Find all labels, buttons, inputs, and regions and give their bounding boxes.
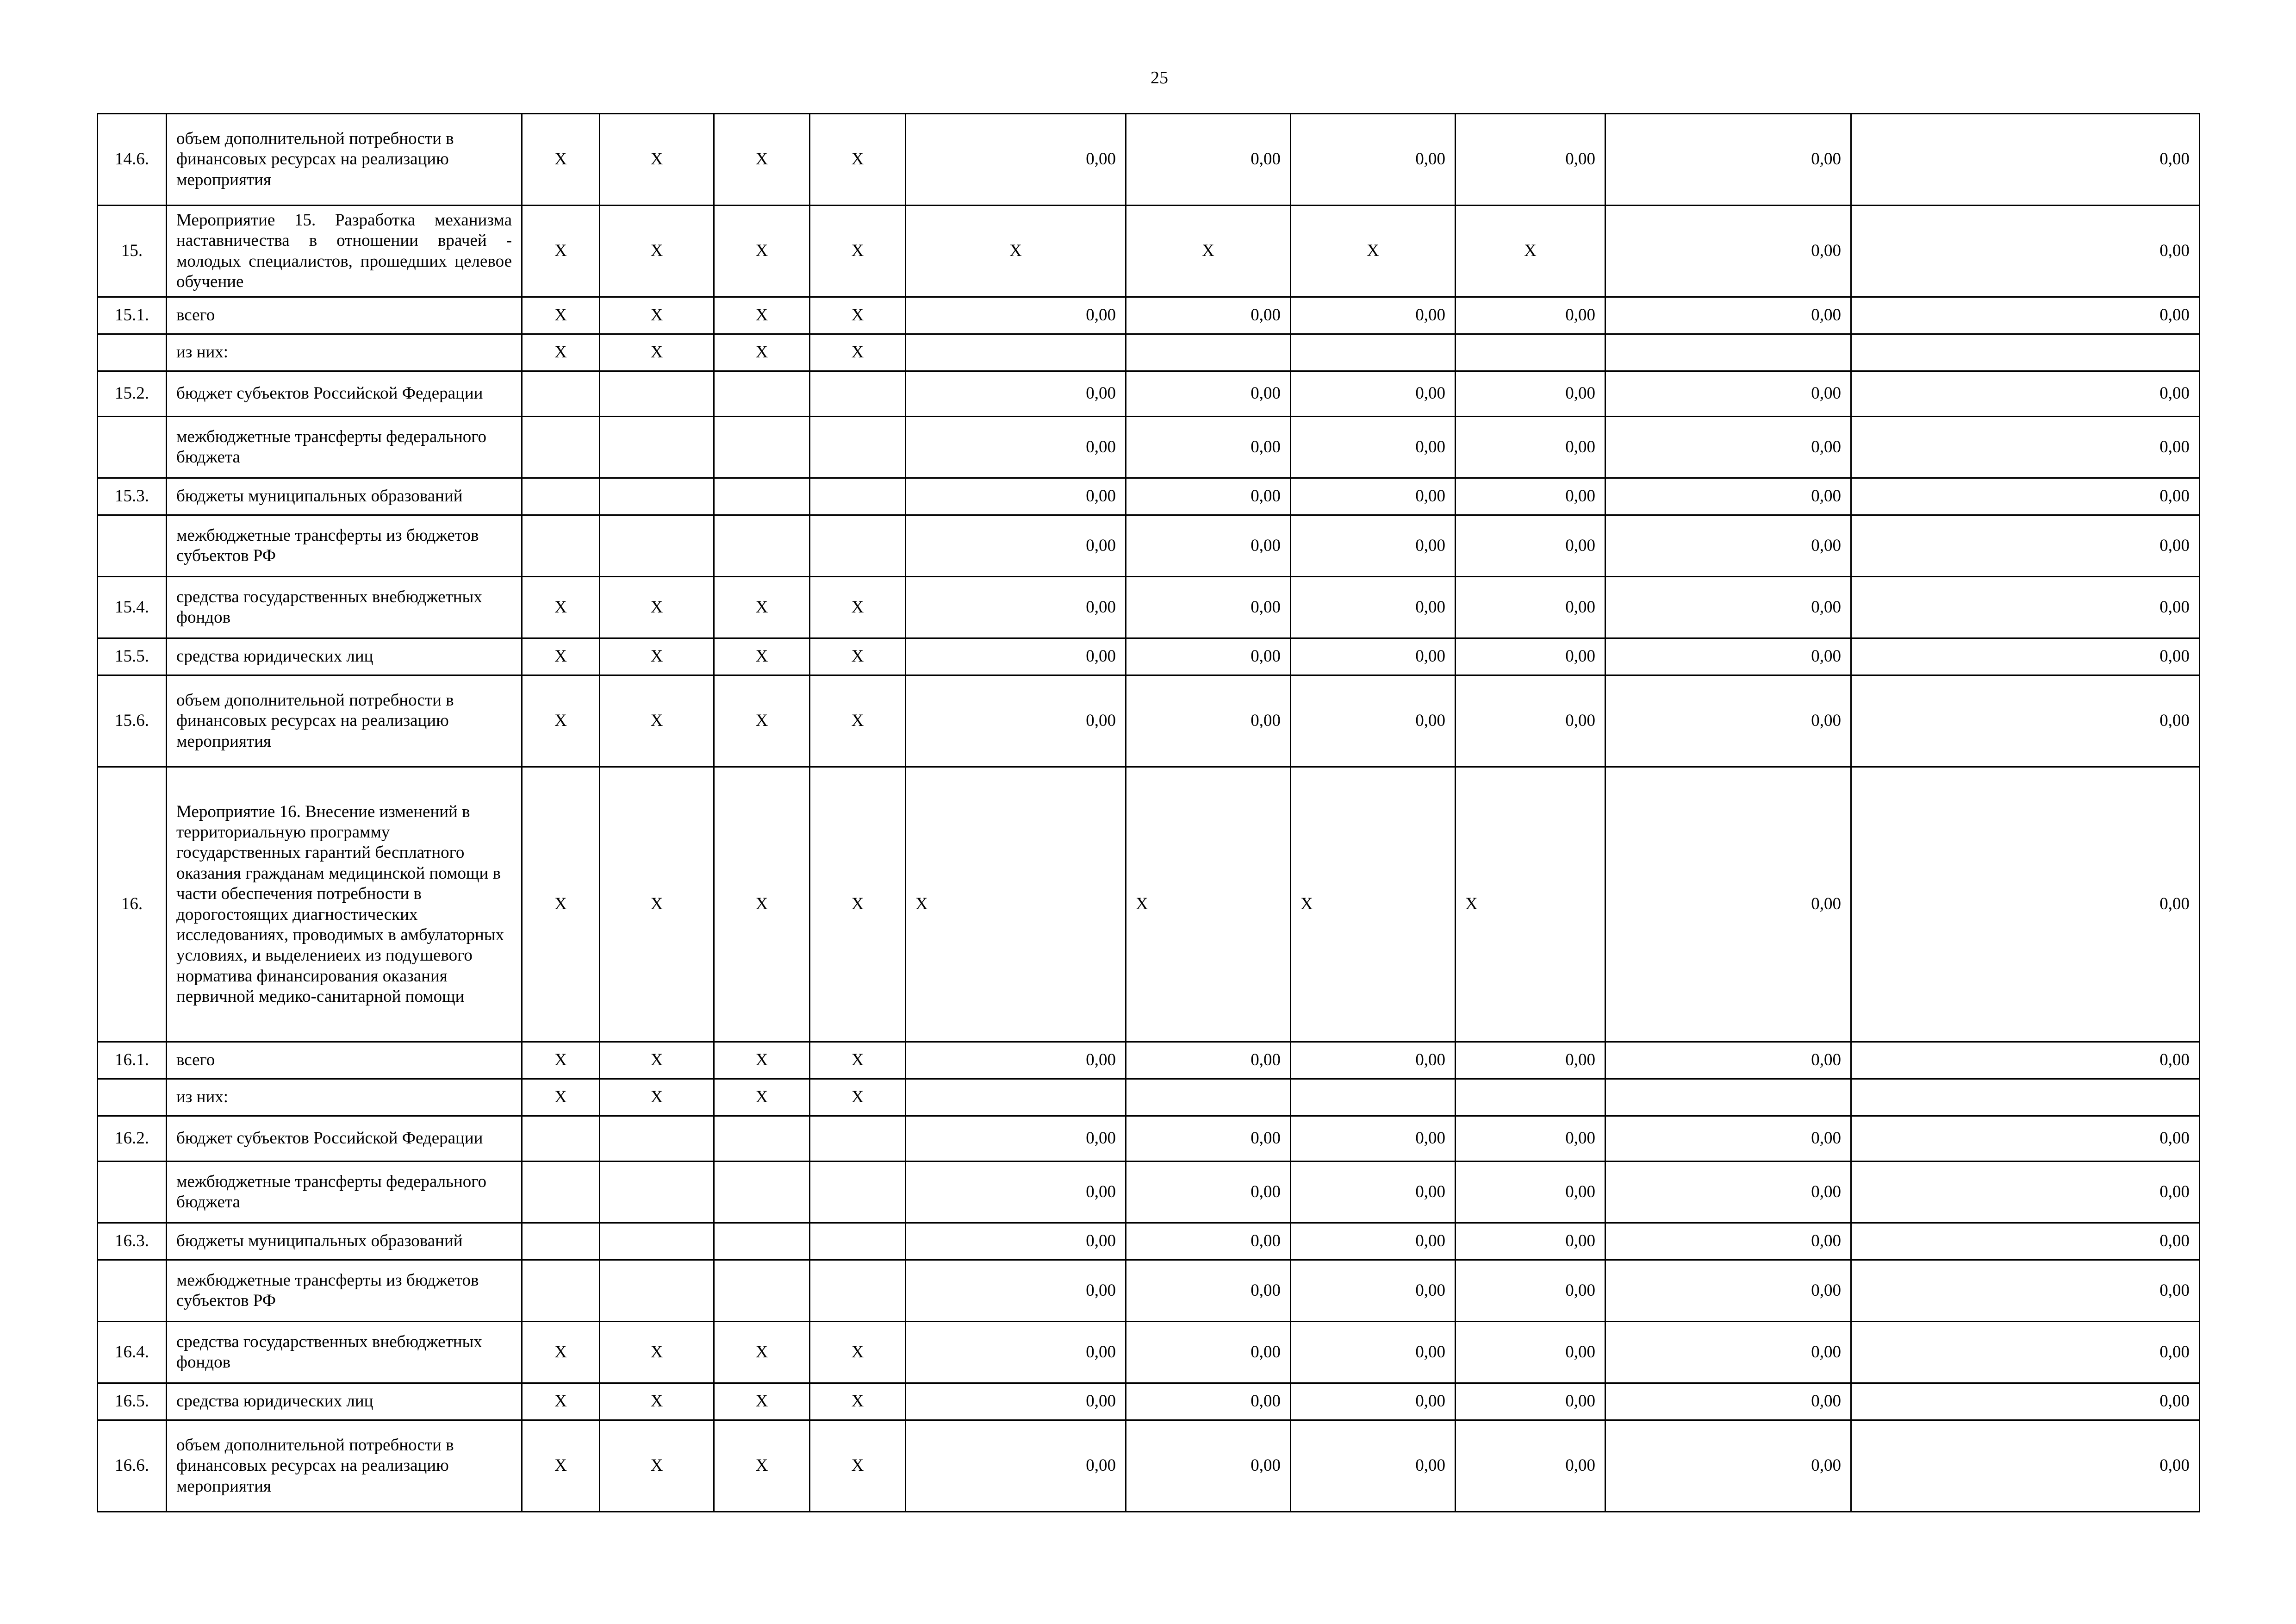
x-mark-cell: X <box>810 297 906 334</box>
row-description: средства государственных внебюджетных фондов <box>167 577 522 638</box>
x-mark-cell: X <box>714 1420 810 1512</box>
value-cell: X <box>1456 767 1605 1042</box>
value-cell: 0,00 <box>1291 1162 1456 1223</box>
value-cell: 0,00 <box>906 1420 1126 1512</box>
value-cell: 0,00 <box>906 297 1126 334</box>
x-mark-cell: X <box>714 114 810 206</box>
value-cell: 0,00 <box>1126 515 1291 577</box>
x-mark-cell: X <box>600 1042 714 1079</box>
value-cell: 0,00 <box>1851 206 2200 297</box>
row-number: 14.6. <box>98 114 167 206</box>
value-cell: 0,00 <box>1605 1383 1851 1420</box>
x-mark-cell <box>714 515 810 577</box>
x-mark-cell <box>522 515 600 577</box>
value-cell: 0,00 <box>1456 675 1605 767</box>
x-mark-cell: X <box>714 675 810 767</box>
table-row <box>98 417 2200 478</box>
x-mark-cell: X <box>522 206 600 297</box>
table-row <box>98 1223 2200 1260</box>
row-number: 16.6. <box>98 1420 167 1512</box>
x-mark-cell <box>714 1116 810 1162</box>
x-mark-cell <box>600 1223 714 1260</box>
value-cell: X <box>1126 767 1291 1042</box>
value-cell: 0,00 <box>1126 417 1291 478</box>
value-cell <box>906 1079 1126 1116</box>
value-cell: 0,00 <box>1456 371 1605 417</box>
value-cell: 0,00 <box>1605 675 1851 767</box>
x-mark-cell <box>810 515 906 577</box>
x-mark-cell: X <box>714 1383 810 1420</box>
x-mark-cell: X <box>600 638 714 675</box>
table-row <box>98 371 2200 417</box>
table-row <box>98 638 2200 675</box>
x-mark-cell: X <box>522 1383 600 1420</box>
value-cell: X <box>906 767 1126 1042</box>
row-description: бюджет субъектов Российской Федерации <box>167 1116 522 1162</box>
value-cell: 0,00 <box>1291 577 1456 638</box>
x-mark-cell: X <box>714 767 810 1042</box>
x-mark-cell: X <box>810 1420 906 1512</box>
value-cell: 0,00 <box>1456 1116 1605 1162</box>
value-cell: 0,00 <box>1851 1223 2200 1260</box>
value-cell: 0,00 <box>1126 114 1291 206</box>
row-description: средства государственных внебюджетных фондов <box>167 1322 522 1383</box>
x-mark-cell <box>810 1260 906 1322</box>
value-cell: 0,00 <box>1851 515 2200 577</box>
row-number <box>98 1079 167 1116</box>
value-cell: 0,00 <box>1605 515 1851 577</box>
x-mark-cell: X <box>600 206 714 297</box>
value-cell: 0,00 <box>1291 1116 1456 1162</box>
table-row <box>98 515 2200 577</box>
value-cell: 0,00 <box>906 1116 1126 1162</box>
row-number <box>98 515 167 577</box>
x-mark-cell <box>714 478 810 515</box>
x-mark-cell <box>600 371 714 417</box>
value-cell: 0,00 <box>1456 1162 1605 1223</box>
x-mark-cell: X <box>810 638 906 675</box>
x-mark-cell <box>522 1223 600 1260</box>
value-cell: 0,00 <box>906 417 1126 478</box>
table-row <box>98 1116 2200 1162</box>
value-cell: 0,00 <box>906 478 1126 515</box>
value-cell: 0,00 <box>1126 1116 1291 1162</box>
value-cell: 0,00 <box>906 1383 1126 1420</box>
x-mark-cell <box>600 478 714 515</box>
value-cell: 0,00 <box>906 638 1126 675</box>
table-row <box>98 206 2200 297</box>
x-mark-cell <box>810 478 906 515</box>
x-mark-cell: X <box>522 767 600 1042</box>
value-cell: 0,00 <box>1291 417 1456 478</box>
x-mark-cell <box>810 1116 906 1162</box>
value-cell: X <box>1126 206 1291 297</box>
x-mark-cell: X <box>522 1322 600 1383</box>
value-cell: 0,00 <box>1851 478 2200 515</box>
x-mark-cell: X <box>810 1383 906 1420</box>
value-cell: 0,00 <box>1126 1420 1291 1512</box>
x-mark-cell: X <box>810 206 906 297</box>
x-mark-cell: X <box>714 638 810 675</box>
table-row <box>98 1162 2200 1223</box>
value-cell: 0,00 <box>1291 675 1456 767</box>
value-cell <box>1291 334 1456 371</box>
table-row <box>98 478 2200 515</box>
x-mark-cell: X <box>714 297 810 334</box>
x-mark-cell: X <box>714 206 810 297</box>
row-number: 15.1. <box>98 297 167 334</box>
table-row <box>98 1420 2200 1512</box>
row-number: 15.3. <box>98 478 167 515</box>
row-description: бюджеты муниципальных образований <box>167 478 522 515</box>
table-row <box>98 577 2200 638</box>
value-cell: 0,00 <box>1851 1383 2200 1420</box>
row-description: межбюджетные трансферты федерального бюджета <box>167 417 522 478</box>
x-mark-cell: X <box>810 1079 906 1116</box>
row-description: межбюджетные трансферты федерального бюджета <box>167 1162 522 1223</box>
x-mark-cell: X <box>522 577 600 638</box>
value-cell: 0,00 <box>1456 1223 1605 1260</box>
x-mark-cell: X <box>522 638 600 675</box>
value-cell <box>1851 334 2200 371</box>
value-cell <box>906 334 1126 371</box>
value-cell: 0,00 <box>1851 1420 2200 1512</box>
value-cell: 0,00 <box>1456 1042 1605 1079</box>
value-cell: 0,00 <box>1605 371 1851 417</box>
table-row <box>98 1260 2200 1322</box>
row-number <box>98 417 167 478</box>
value-cell: 0,00 <box>1605 114 1851 206</box>
value-cell: 0,00 <box>1456 114 1605 206</box>
row-description: средства юридических лиц <box>167 638 522 675</box>
value-cell: 0,00 <box>906 675 1126 767</box>
value-cell: 0,00 <box>1456 577 1605 638</box>
value-cell: 0,00 <box>906 1322 1126 1383</box>
row-number: 15.5. <box>98 638 167 675</box>
value-cell: 0,00 <box>1851 1116 2200 1162</box>
value-cell: 0,00 <box>1605 478 1851 515</box>
value-cell <box>1456 1079 1605 1116</box>
row-number: 16.1. <box>98 1042 167 1079</box>
table-row <box>98 675 2200 767</box>
value-cell: 0,00 <box>1291 1383 1456 1420</box>
value-cell: 0,00 <box>1605 1162 1851 1223</box>
x-mark-cell <box>522 371 600 417</box>
row-number <box>98 1260 167 1322</box>
x-mark-cell: X <box>600 334 714 371</box>
table-row <box>98 1042 2200 1079</box>
value-cell: 0,00 <box>1291 1322 1456 1383</box>
row-description: из них: <box>167 334 522 371</box>
x-mark-cell <box>600 1260 714 1322</box>
value-cell: 0,00 <box>1605 1116 1851 1162</box>
table-row <box>98 1383 2200 1420</box>
value-cell: 0,00 <box>906 515 1126 577</box>
value-cell: 0,00 <box>1605 767 1851 1042</box>
value-cell: 0,00 <box>1456 1260 1605 1322</box>
value-cell: 0,00 <box>1851 1322 2200 1383</box>
value-cell: 0,00 <box>1605 1260 1851 1322</box>
x-mark-cell: X <box>600 297 714 334</box>
row-number: 15.2. <box>98 371 167 417</box>
value-cell <box>1126 334 1291 371</box>
value-cell: 0,00 <box>1126 297 1291 334</box>
x-mark-cell: X <box>600 1420 714 1512</box>
value-cell: 0,00 <box>1851 767 2200 1042</box>
x-mark-cell: X <box>522 675 600 767</box>
value-cell: X <box>906 206 1126 297</box>
value-cell: 0,00 <box>1851 1042 2200 1079</box>
row-description: Мероприятие 16. Внесение изменений в территориальную программу государственных гарантий бесплатного оказания гражданам медицинской помощи в части обеспечения потребности в дорогостоящих диагностических исследованиях, проводимых в амбулаторных условиях, и выделениеих из подушевого норматива финансирования оказания первичной медико-санитарной помощи <box>167 767 522 1042</box>
row-number: 16.4. <box>98 1322 167 1383</box>
value-cell: 0,00 <box>1851 577 2200 638</box>
x-mark-cell: X <box>810 1322 906 1383</box>
x-mark-cell: X <box>714 334 810 371</box>
value-cell: 0,00 <box>1126 577 1291 638</box>
value-cell: 0,00 <box>1851 371 2200 417</box>
value-cell: 0,00 <box>1126 1260 1291 1322</box>
x-mark-cell: X <box>714 1079 810 1116</box>
value-cell <box>1126 1079 1291 1116</box>
page-number: 25 <box>1151 68 1168 87</box>
value-cell: 0,00 <box>1291 1420 1456 1512</box>
value-cell: 0,00 <box>1126 1162 1291 1223</box>
x-mark-cell <box>714 1223 810 1260</box>
value-cell: 0,00 <box>1291 371 1456 417</box>
value-cell <box>1291 1079 1456 1116</box>
x-mark-cell: X <box>810 334 906 371</box>
value-cell: 0,00 <box>1126 1223 1291 1260</box>
x-mark-cell <box>714 371 810 417</box>
row-number: 16. <box>98 767 167 1042</box>
row-number: 16.5. <box>98 1383 167 1420</box>
table-row <box>98 767 2200 1042</box>
row-number: 16.3. <box>98 1223 167 1260</box>
value-cell: 0,00 <box>1126 675 1291 767</box>
row-description: объем дополнительной потребности в финансовых ресурсах на реализацию мероприятия <box>167 114 522 206</box>
value-cell: 0,00 <box>1605 206 1851 297</box>
value-cell: 0,00 <box>1605 417 1851 478</box>
x-mark-cell: X <box>522 114 600 206</box>
value-cell: 0,00 <box>906 1223 1126 1260</box>
x-mark-cell <box>522 1116 600 1162</box>
value-cell <box>1851 1079 2200 1116</box>
x-mark-cell: X <box>522 1079 600 1116</box>
value-cell: 0,00 <box>1851 675 2200 767</box>
value-cell: 0,00 <box>1126 1383 1291 1420</box>
row-number: 15. <box>98 206 167 297</box>
value-cell: 0,00 <box>1851 114 2200 206</box>
value-cell: 0,00 <box>1851 1260 2200 1322</box>
value-cell: 0,00 <box>906 1042 1126 1079</box>
value-cell: 0,00 <box>1456 297 1605 334</box>
x-mark-cell <box>522 417 600 478</box>
x-mark-cell <box>810 417 906 478</box>
x-mark-cell: X <box>600 114 714 206</box>
value-cell: 0,00 <box>1126 1322 1291 1383</box>
value-cell: 0,00 <box>1851 638 2200 675</box>
x-mark-cell: X <box>600 675 714 767</box>
row-description: бюджет субъектов Российской Федерации <box>167 371 522 417</box>
value-cell: 0,00 <box>906 1162 1126 1223</box>
x-mark-cell <box>714 417 810 478</box>
row-description: объем дополнительной потребности в финансовых ресурсах на реализацию мероприятия <box>167 1420 522 1512</box>
value-cell: 0,00 <box>906 114 1126 206</box>
value-cell: 0,00 <box>1456 515 1605 577</box>
x-mark-cell: X <box>810 675 906 767</box>
value-cell: 0,00 <box>1291 1223 1456 1260</box>
value-cell <box>1605 334 1851 371</box>
x-mark-cell: X <box>522 1420 600 1512</box>
row-number: 15.4. <box>98 577 167 638</box>
x-mark-cell: X <box>522 334 600 371</box>
value-cell: 0,00 <box>1291 478 1456 515</box>
row-description: Мероприятие 15. Разработка механизма наставничества в отношении врачей - молодых специалистов, прошедших целевое обучение <box>167 206 522 297</box>
value-cell: X <box>1291 767 1456 1042</box>
value-cell: 0,00 <box>1851 417 2200 478</box>
value-cell: 0,00 <box>1456 1420 1605 1512</box>
x-mark-cell: X <box>522 297 600 334</box>
x-mark-cell: X <box>810 1042 906 1079</box>
value-cell: 0,00 <box>1291 297 1456 334</box>
value-cell: 0,00 <box>1605 1322 1851 1383</box>
value-cell: X <box>1456 206 1605 297</box>
x-mark-cell <box>810 371 906 417</box>
value-cell: 0,00 <box>1605 1042 1851 1079</box>
x-mark-cell: X <box>810 114 906 206</box>
value-cell: 0,00 <box>1456 478 1605 515</box>
value-cell: 0,00 <box>1456 417 1605 478</box>
x-mark-cell: X <box>714 1042 810 1079</box>
x-mark-cell <box>810 1162 906 1223</box>
value-cell: 0,00 <box>1126 371 1291 417</box>
row-description: объем дополнительной потребности в финансовых ресурсах на реализацию мероприятия <box>167 675 522 767</box>
value-cell: 0,00 <box>1456 1322 1605 1383</box>
row-description: из них: <box>167 1079 522 1116</box>
value-cell: 0,00 <box>1291 114 1456 206</box>
value-cell: 0,00 <box>1291 515 1456 577</box>
x-mark-cell: X <box>810 577 906 638</box>
table-row <box>98 297 2200 334</box>
value-cell: 0,00 <box>1851 1162 2200 1223</box>
x-mark-cell: X <box>522 1042 600 1079</box>
x-mark-cell: X <box>600 1079 714 1116</box>
x-mark-cell <box>600 515 714 577</box>
value-cell <box>1605 1079 1851 1116</box>
x-mark-cell <box>600 1116 714 1162</box>
value-cell: 0,00 <box>1126 1042 1291 1079</box>
row-number <box>98 334 167 371</box>
row-number: 16.2. <box>98 1116 167 1162</box>
row-number: 15.6. <box>98 675 167 767</box>
x-mark-cell: X <box>600 1322 714 1383</box>
x-mark-cell: X <box>714 1322 810 1383</box>
value-cell: 0,00 <box>906 1260 1126 1322</box>
row-description: межбюджетные трансферты из бюджетов субъектов РФ <box>167 515 522 577</box>
x-mark-cell <box>600 417 714 478</box>
budget-table <box>97 113 2200 1512</box>
value-cell: 0,00 <box>1126 478 1291 515</box>
value-cell: 0,00 <box>906 371 1126 417</box>
value-cell: 0,00 <box>1456 638 1605 675</box>
x-mark-cell <box>522 1260 600 1322</box>
row-description: бюджеты муниципальных образований <box>167 1223 522 1260</box>
x-mark-cell: X <box>600 577 714 638</box>
value-cell: 0,00 <box>1456 1383 1605 1420</box>
value-cell: 0,00 <box>1126 638 1291 675</box>
value-cell: 0,00 <box>1605 297 1851 334</box>
x-mark-cell <box>522 478 600 515</box>
row-description: всего <box>167 1042 522 1079</box>
value-cell: 0,00 <box>1291 1260 1456 1322</box>
value-cell: 0,00 <box>1851 297 2200 334</box>
table-row <box>98 1322 2200 1383</box>
row-number <box>98 1162 167 1223</box>
table-row <box>98 1079 2200 1116</box>
value-cell: 0,00 <box>906 577 1126 638</box>
value-cell: 0,00 <box>1291 1042 1456 1079</box>
value-cell: 0,00 <box>1605 1420 1851 1512</box>
x-mark-cell <box>600 1162 714 1223</box>
x-mark-cell: X <box>714 577 810 638</box>
x-mark-cell: X <box>600 1383 714 1420</box>
x-mark-cell <box>810 1223 906 1260</box>
value-cell: 0,00 <box>1605 1223 1851 1260</box>
x-mark-cell: X <box>600 767 714 1042</box>
x-mark-cell: X <box>810 767 906 1042</box>
table-row <box>98 334 2200 371</box>
x-mark-cell <box>714 1162 810 1223</box>
x-mark-cell <box>714 1260 810 1322</box>
row-description: межбюджетные трансферты из бюджетов субъектов РФ <box>167 1260 522 1322</box>
value-cell: 0,00 <box>1605 577 1851 638</box>
row-description: всего <box>167 297 522 334</box>
value-cell: 0,00 <box>1291 638 1456 675</box>
value-cell: 0,00 <box>1605 638 1851 675</box>
row-description: средства юридических лиц <box>167 1383 522 1420</box>
value-cell: X <box>1291 206 1456 297</box>
x-mark-cell <box>522 1162 600 1223</box>
table-row <box>98 114 2200 206</box>
value-cell <box>1456 334 1605 371</box>
